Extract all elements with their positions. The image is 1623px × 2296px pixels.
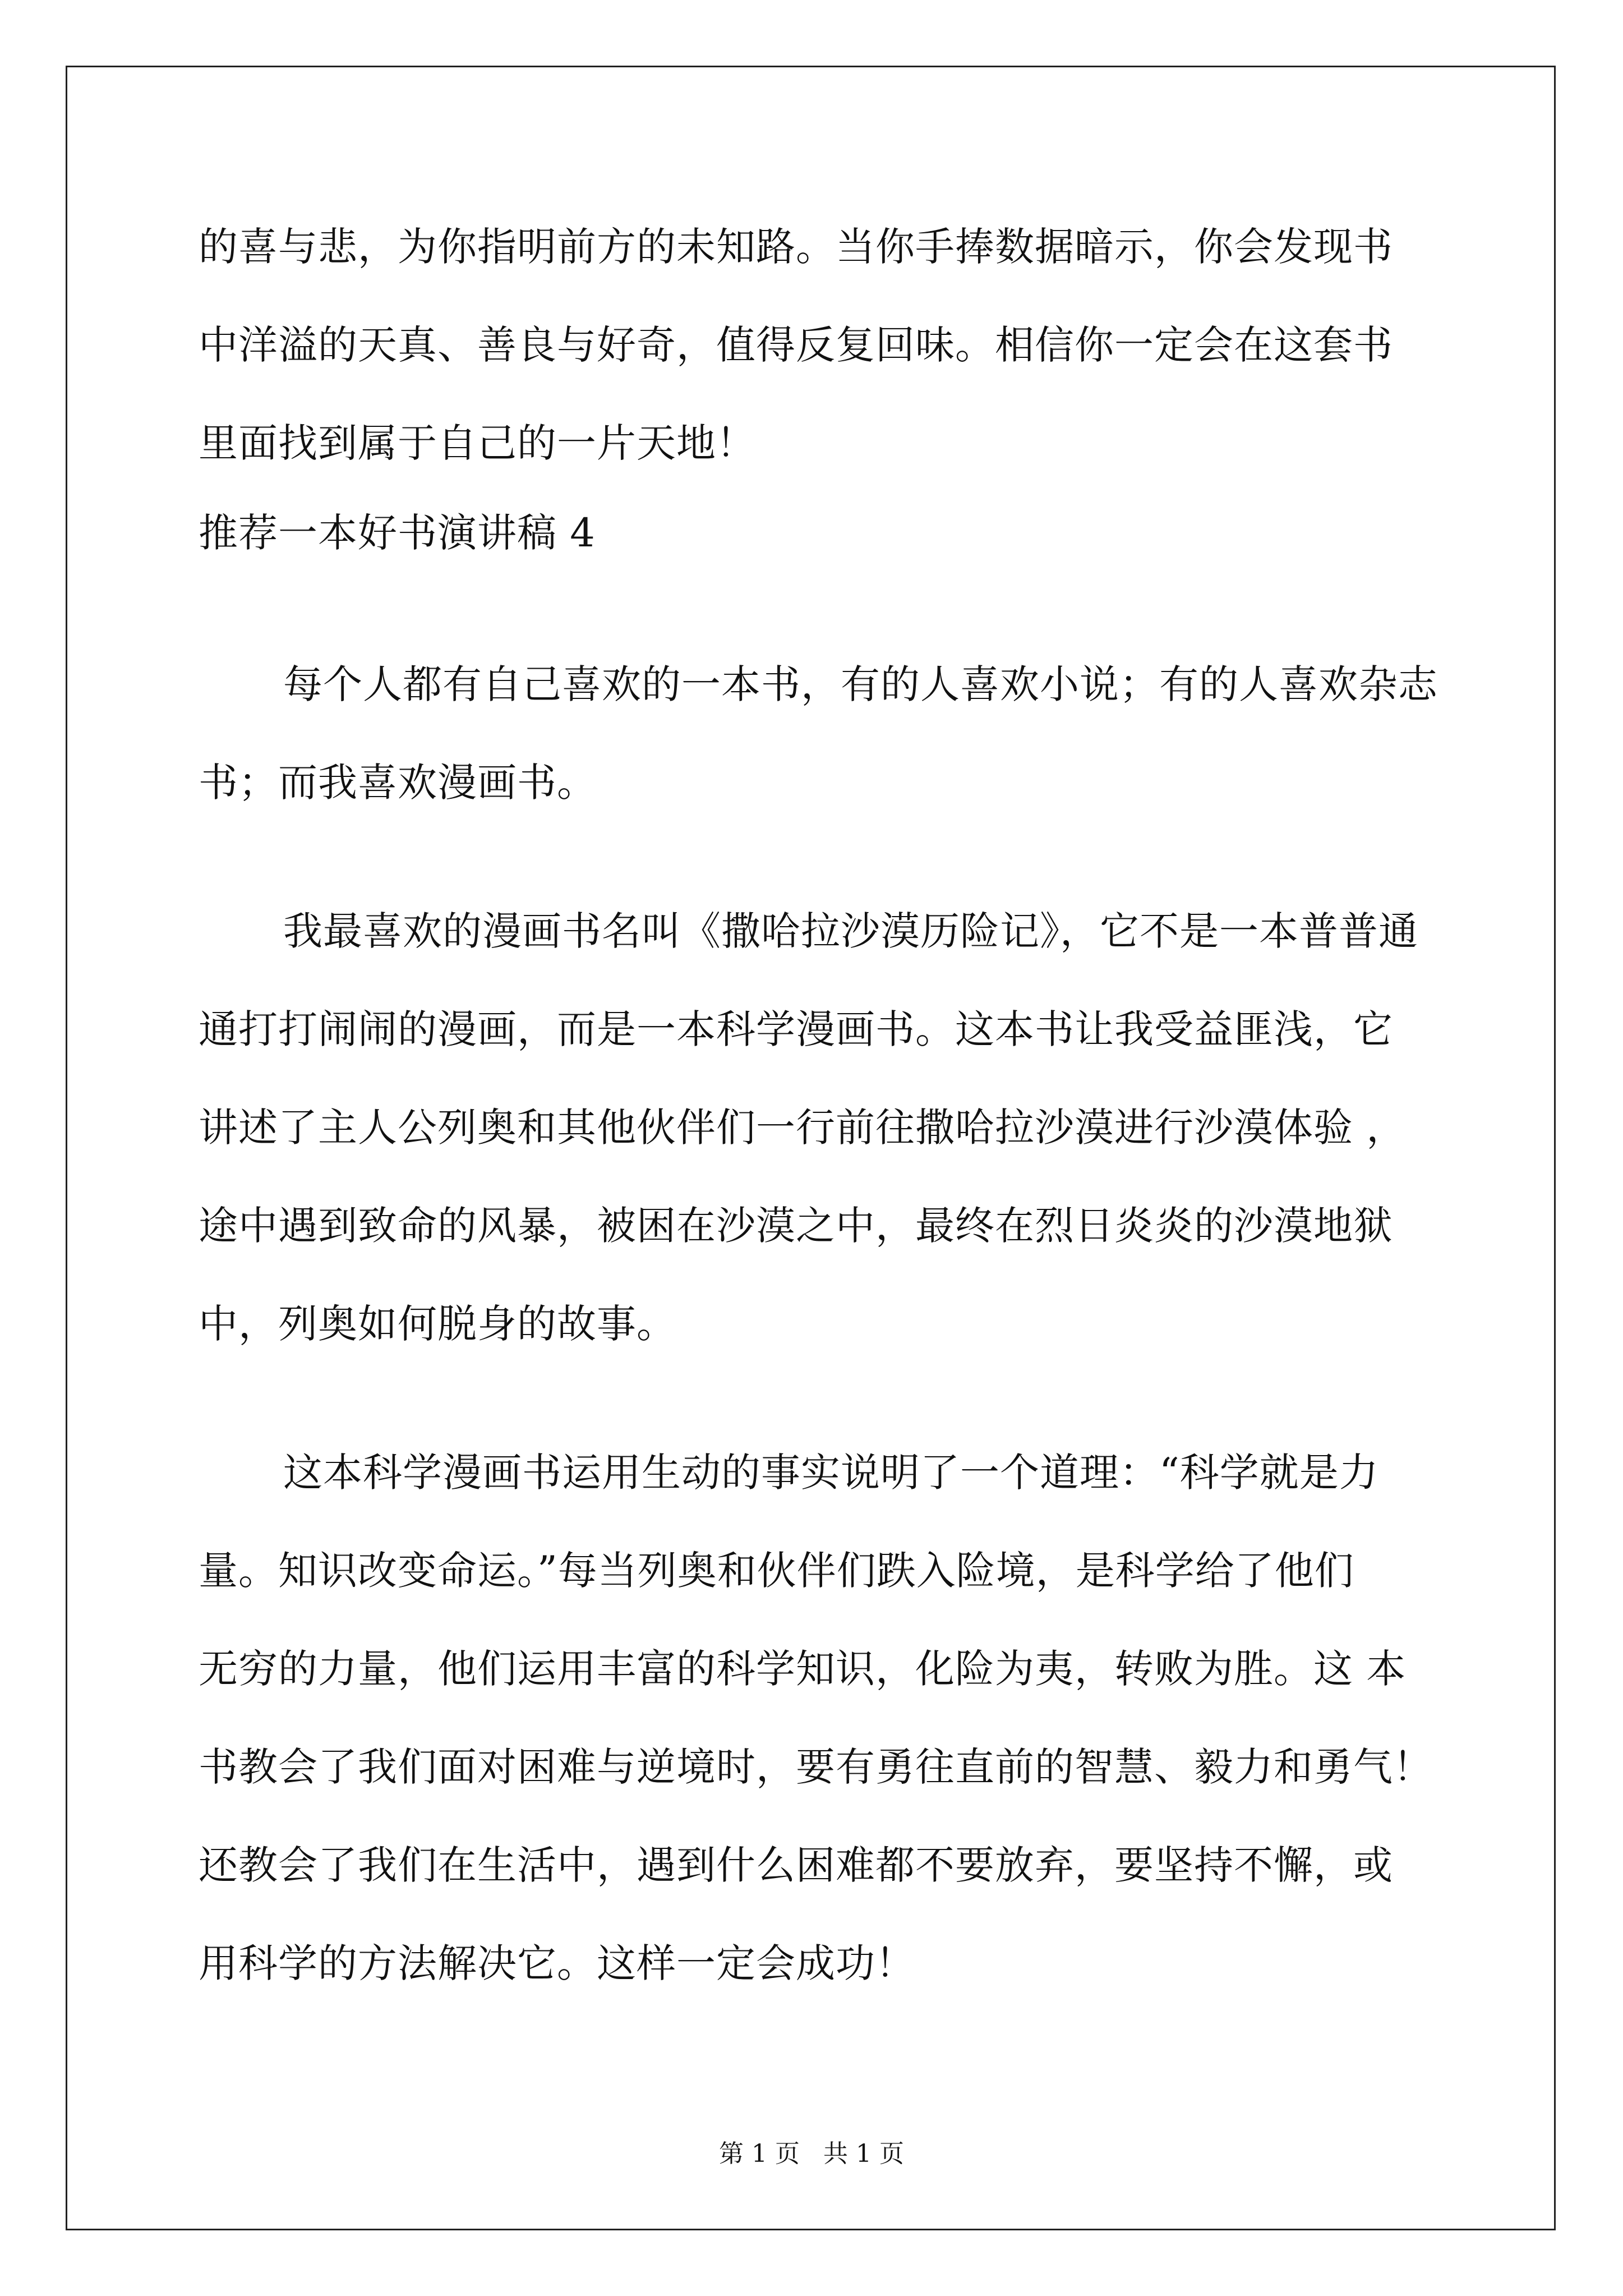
section-heading: 推荐一本好书演讲稿 4 bbox=[199, 510, 596, 556]
text-line: 中，列奥如何脱身的故事。 bbox=[199, 1301, 676, 1347]
text-line: 量。知识改变命运。”每当列奥和伙伴们跌入险境，是科学给了他们 bbox=[199, 1548, 1354, 1594]
text-line: 里面找到属于自己的一片天地！ bbox=[199, 420, 756, 466]
text-line: 这本科学漫画书运用生动的事实说明了一个道理：“科学就是力 bbox=[283, 1450, 1379, 1496]
text-line: 每个人都有自己喜欢的一本书，有的人喜欢小说；有的人喜欢杂志 bbox=[283, 661, 1438, 707]
text-line: 用科学的方法解决它。这样一定会成功！ bbox=[199, 1940, 915, 1986]
page-number-footer: 第 1 页 共 1 页 bbox=[719, 2139, 904, 2168]
text-line: 通打打闹闹的漫画，而是一本科学漫画书。这本书让我受益匪浅，它 bbox=[199, 1006, 1393, 1052]
text-line: 中洋溢的天真、善良与好奇，值得反复回味。相信你一定会在这套书 bbox=[199, 322, 1393, 368]
text-line: 的喜与悲，为你指明前方的未知路。当你手捧数据暗示，你会发现书 bbox=[199, 224, 1393, 270]
text-line: 书教会了我们面对困难与逆境时，要有勇往直前的智慧、毅力和勇气！ bbox=[199, 1744, 1433, 1790]
text-line: 讲述了主人公列奥和其他伙伴们一行前往撒哈拉沙漠进行沙漠体验 ， bbox=[199, 1105, 1407, 1151]
text-line: 无穷的力量，他们运用丰富的科学知识，化险为夷，转败为胜。这 本 bbox=[199, 1646, 1407, 1692]
text-line: 我最喜欢的漫画书名叫《撒哈拉沙漠历险记》，它不是一本普普通 bbox=[283, 908, 1418, 954]
text-line: 还教会了我们在生活中，遇到什么困难都不要放弃，要坚持不懈，或 bbox=[199, 1842, 1393, 1888]
text-line: 途中遇到致命的风暴，被困在沙漠之中，最终在烈日炎炎的沙漠地狱 bbox=[199, 1203, 1393, 1249]
text-line: 书；而我喜欢漫画书。 bbox=[199, 760, 597, 806]
